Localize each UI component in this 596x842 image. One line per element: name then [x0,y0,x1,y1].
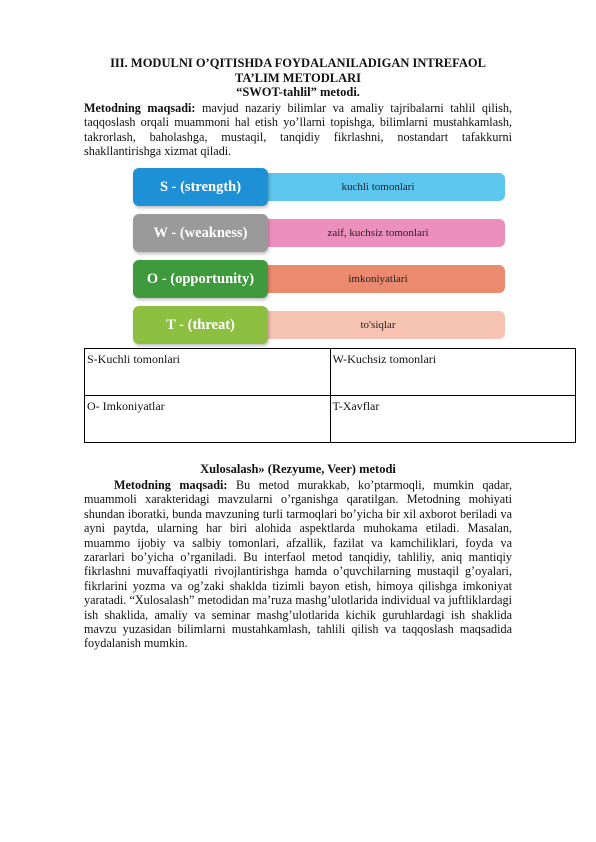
heading-line-1: III. MODULNI O’QITISHDA FOYDALANILADIGAN INTREFAOL [110,56,486,70]
table-row [85,396,576,443]
table-cell-weaknesses: W-Kuchsiz tomonlari [330,349,576,396]
table-cell-strengths: S-Kuchli tomonlari [85,349,331,396]
swot-tag-strength-label: S - (strength) [159,178,242,195]
swot-purpose-text: mavjud nazariy bilimlar va amaliy tajribalarni tahlil qilish, taqqoslash orqali muammoni hal etish yo’llarni topishga, bilimlarni mustahkamlash, takrorlash, baholashga, mustaqil, tanqidiy fikrlashni, nostandart tafakkurni shakllantirishga xizmat qiladi. [84,101,512,159]
heading-line-2: TA’LIM METODLARI [234,70,362,85]
xulosalash-title: Xulosalash» (Rezyume, Veer) metodi [200,462,396,476]
swot-tag-opportunity [133,260,268,298]
table-cell-opportunities: O- Imkoniyatlar [85,396,331,443]
xulosalash-paragraph [84,478,512,651]
swot-row-strength [133,168,505,202]
swot-purpose-label: Metodning maqsadi: [84,101,196,115]
swot-bar-weakness [251,219,505,247]
swot-bar-threat [251,311,505,339]
section-heading [60,56,536,100]
swot-tag-weakness-label: W - (weakness) [153,224,248,241]
swot-tag-strength [133,168,268,206]
swot-intro-paragraph [84,101,512,159]
swot-table [84,348,576,443]
swot-desc-opportunity: imkoniyatlari [348,273,408,285]
heading-line-3: “SWOT-tahlil” metodi. [236,85,360,99]
swot-desc-weakness: zaif, kuchsiz tomonlari [327,227,429,239]
swot-row-opportunity [133,260,505,294]
table-cell-threats: T-Xavflar [330,396,576,443]
swot-tag-threat [133,306,268,344]
swot-row-threat [133,306,505,340]
xulosalash-purpose-text: Bu metod murakkab, ko’ptarmoqli, mumkin qadar, muammoli xarakteridagi mavzularni o’rganishga qaratilgan. Metodning mohiyati shundan iboratki, bunda mavzuning turli tarmoqlari bo’yicha bir xil axborot beriladi va ayni paytda, ularning har biri alohida aspektlarda muhokama etiladi. Masalan, muammo ijobiy va salbiy tomonlari, afzallik, fazilat va kamchiliklari, foyda va zararlari bo’yicha o’rganiladi. Bu interfaol metod tanqidiy, tahliliy, aniq mantiqiy fikrlashni muvaffaqiyatli rivojlantirishga hamda o’quvchilarning mustaqil g’oyalari, fikrlarini yozma va og’zaki shaklda tizimli bayon etish, himoya qilishga imkoniyat yaratadi. “Xulosalash” metodidan ma’ruza mashg’ulotlarida individual va juftliklardagi ish shaklida, amaliy va seminar mashg’ulotlarida kichik guruhlardagi ish shaklida mavzu yuzasidan bilimlarni mustahkamlash, tahlili qilish va taqqoslash maqsadida foydalanish mumkin. [84,478,512,651]
swot-tag-threat-label: T - (threat) [166,316,235,333]
swot-row-weakness [133,214,505,248]
swot-bar-opportunity [251,265,505,293]
xulosalash-purpose-label: Metodning maqsadi: [114,478,228,492]
swot-tag-weakness [133,214,268,252]
swot-bar-strength [251,173,505,201]
table-row [85,349,576,396]
swot-desc-threat: to'siqlar [360,319,396,331]
swot-diagram [133,168,505,340]
swot-desc-strength: kuchli tomonlari [341,181,415,193]
swot-tag-opportunity-label: O - (opportunity) [146,270,255,287]
